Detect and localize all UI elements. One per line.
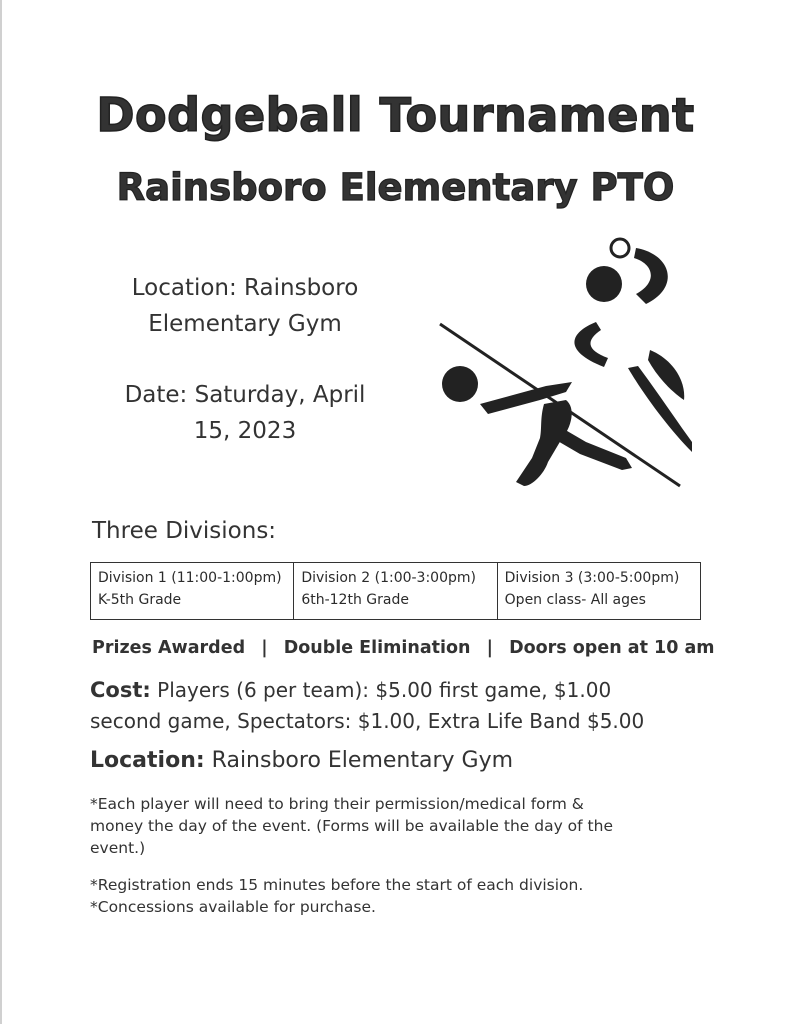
note-line: *Each player will need to bring their permission/medical form & bbox=[90, 795, 584, 813]
note-line: *Registration ends 15 minutes before the start of each division. bbox=[90, 876, 584, 894]
division-group: 6th-12th Grade bbox=[301, 592, 409, 608]
cost-label: Cost: bbox=[90, 678, 151, 702]
note-line: *Concessions available for purchase. bbox=[90, 898, 376, 916]
separator: | bbox=[261, 638, 268, 658]
location-line bbox=[90, 748, 513, 773]
division-cell-2 bbox=[294, 563, 497, 620]
dodgeball-player-icon bbox=[436, 232, 696, 490]
elimination-text: Double Elimination bbox=[283, 638, 471, 658]
location-block bbox=[90, 270, 400, 342]
date-block bbox=[90, 377, 400, 449]
division-name: Division 2 (1:00-3:00pm) bbox=[301, 570, 476, 586]
division-name: Division 1 (11:00-1:00pm) bbox=[98, 570, 282, 586]
location-label: Location: bbox=[90, 748, 205, 773]
division-group: Open class- All ages bbox=[504, 592, 646, 608]
cost-line-2: second game, Spectators: $1.00, Extra Life Band $5.00 bbox=[90, 709, 645, 733]
separator: | bbox=[486, 638, 493, 658]
divisions-table bbox=[90, 562, 701, 620]
cost-block bbox=[90, 675, 730, 737]
table-row bbox=[91, 563, 701, 620]
division-cell-3 bbox=[497, 563, 700, 620]
division-name: Division 3 (3:00-5:00pm) bbox=[504, 570, 680, 586]
division-cell-1 bbox=[91, 563, 294, 620]
page-subtitle: Rainsboro Elementary PTO bbox=[116, 166, 675, 209]
page-title: Dodgeball Tournament bbox=[96, 88, 695, 142]
scan-edge bbox=[0, 0, 2, 1024]
location-line-2: Elementary Gym bbox=[148, 311, 342, 337]
doors-text: Doors open at 10 am bbox=[509, 638, 715, 658]
location-value: Rainsboro Elementary Gym bbox=[211, 748, 514, 773]
note-line: money the day of the event. (Forms will be available the day of the bbox=[90, 817, 613, 835]
registration-note bbox=[90, 874, 710, 918]
divisions-heading: Three Divisions: bbox=[92, 518, 277, 544]
note-line: event.) bbox=[90, 839, 146, 857]
date-line-2: 15, 2023 bbox=[193, 418, 297, 444]
date-line-1: Date: Saturday, April bbox=[124, 382, 366, 408]
features-line bbox=[92, 638, 715, 658]
cost-line-1: Players (6 per team): $5.00 first game, $1.00 bbox=[157, 678, 612, 702]
permission-note bbox=[90, 793, 710, 859]
location-line-1: Location: Rainsboro bbox=[131, 275, 359, 301]
prizes-text: Prizes Awarded bbox=[92, 638, 246, 658]
division-group: K-5th Grade bbox=[98, 592, 182, 608]
